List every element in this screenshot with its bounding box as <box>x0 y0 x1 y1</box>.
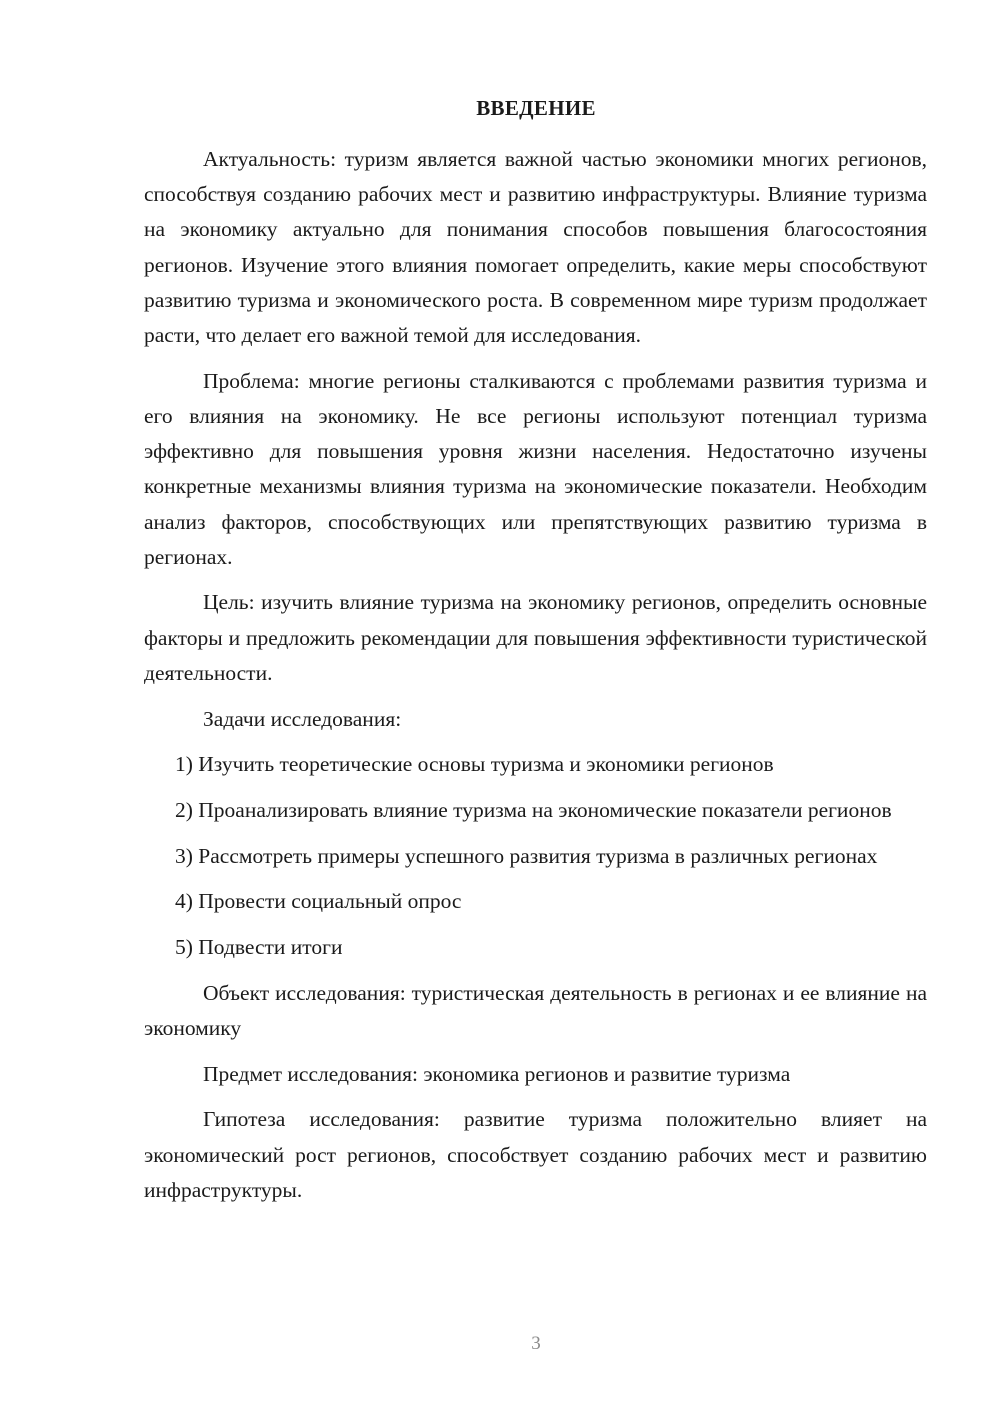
problem-paragraph: Проблема: многие регионы сталкиваются с проблемами развития туризма и его влияния на экономику. Не все регионы используют потенциал туризма эффективно для повышения уровня жизни населения. Недостаточно изучены конкретные механизмы влияния туризма на экономические показатели. Необходим анализ факторов, способствующих или препятствующих развитию туризма в регионах. <box>144 368 927 569</box>
task-item: 4) Провести социальный опрос <box>175 889 462 914</box>
hypothesis-paragraph: Гипотеза исследования: развитие туризма положительно влияет на экономический рост регионов, способствует созданию рабочих мест и развитию инфраструктуры. <box>144 1107 927 1202</box>
goal-paragraph: Цель: изучить влияние туризма на экономику регионов, определить основные факторы и предложить рекомендации для повышения эффективности туристической деятельности. <box>144 590 927 685</box>
document-body <box>144 142 927 1218</box>
task-item: 5) Подвести итоги <box>175 935 343 960</box>
object-paragraph: Объект исследования: туристическая деятельность в регионах и ее влияние на экономику <box>144 980 927 1040</box>
tasks-heading: Задачи исследования: <box>203 706 402 731</box>
subject-paragraph: Предмет исследования: экономика регионов и развитие туризма <box>203 1061 791 1086</box>
section-title: ВВЕДЕНИЕ <box>476 96 596 120</box>
relevance-paragraph: Актуальность: туризм является важной частью экономики многих регионов, способствуя созданию рабочих мест и развитию инфраструктуры. Влияние туризма на экономику актуально для понимания способов повышения благосостояния регионов. Изучение этого влияния помогает определить, какие меры способствуют развитию туризма и экономического роста. В современном мире туризм продолжает расти, что делает его важной темой для исследования. <box>144 147 927 348</box>
task-item: 3) Рассмотреть примеры успешного развития туризма в различных регионах <box>175 843 878 868</box>
page-number: 3 <box>531 1333 541 1354</box>
task-item: 2) Проанализировать влияние туризма на экономические показатели регионов <box>175 797 892 822</box>
task-item: 1) Изучить теоретические основы туризма и экономики регионов <box>175 752 774 777</box>
